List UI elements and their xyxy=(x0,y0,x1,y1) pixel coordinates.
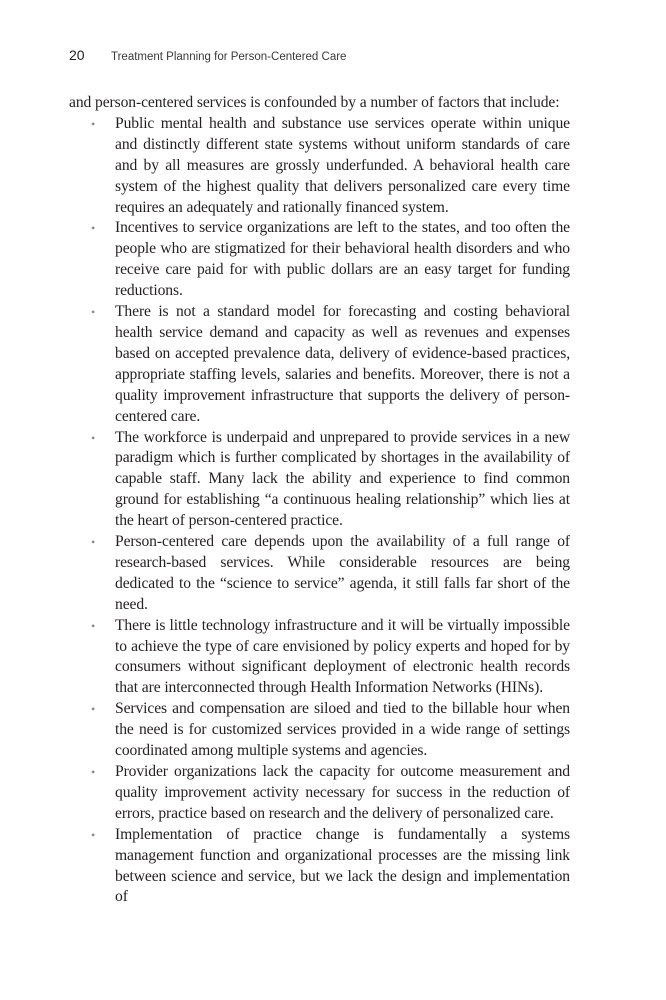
list-item xyxy=(69,532,570,616)
body-text xyxy=(69,93,570,908)
page-number: 20 xyxy=(69,47,85,63)
list-item-text: Public mental health and substance use services operate within unique and distinctly different state systems without uniform standards of care and by all measures are grossly underfunded. A behavioral health care system of the highest quality that delivers personalized care every time requires an adequately and rationally financed system. xyxy=(115,114,570,216)
bullet-icon: • xyxy=(91,535,96,550)
bullet-icon: • xyxy=(91,618,96,633)
list-item xyxy=(69,114,570,219)
list-item xyxy=(69,428,570,533)
list-item xyxy=(69,699,570,762)
bullet-icon: • xyxy=(91,116,96,131)
factor-list xyxy=(69,114,570,908)
list-item-text: Services and compensation are siloed and tied to the billable hour when the need is for customized services provided in a wide range of settings coordinated among multiple systems and agencies. xyxy=(115,700,570,760)
list-item-text: The workforce is underpaid and unprepared to provide services in a new paradigm which is further complicated by shortages in the availability of capable staff. Many lack the ability and experience to find common ground for establishing “a continuous healing relationship” which lies at the heart of person-centered practice. xyxy=(115,428,570,530)
bullet-icon: • xyxy=(91,765,96,779)
list-item-text: There is not a standard model for forecasting and costing behavioral health service demand and capacity as well as revenues and expenses based on accepted prevalence data, delivery of evidence-based practices, appropriate staffing levels, salaries and benefits. Moreover, there is not a quality improvement infrastructure that supports the delivery of person-centered care. xyxy=(115,303,570,425)
running-head xyxy=(69,47,346,67)
list-item xyxy=(69,616,570,700)
bullet-icon: • xyxy=(91,305,96,320)
list-item xyxy=(69,302,570,427)
bullet-icon: • xyxy=(91,827,96,842)
list-item xyxy=(69,825,570,909)
bullet-icon: • xyxy=(91,221,96,236)
list-item-text: Incentives to service organizations are left to the states, and too often the people who are stigmatized for their behavioral health disorders and who receive care paid for with public dollars are an easy target for funding reductions. xyxy=(115,219,570,300)
bullet-icon: • xyxy=(91,702,96,717)
running-title: Treatment Planning for Person-Centered Care xyxy=(111,51,347,63)
list-item-text: Person-centered care depends upon the availability of a full range of research-based services. While considerable resources are being dedicated to the “science to service” agenda, it still falls far short of the need. xyxy=(115,533,570,613)
list-item-text: There is little technology infrastructure and it will be virtually impossible to achieve the type of care envisioned by policy experts and hoped for by consumers without significant deployment of electronic health records that are interconnected through Health Information Networks (HINs). xyxy=(115,616,570,697)
list-item-text: Implementation of practice change is fundamentally a systems management function and organizational processes are the missing link between science and service, but we lack the design and implementation of xyxy=(115,825,570,906)
list-item-text: Provider organizations lack the capacity for outcome measurement and quality improvement activity necessary for success in the reduction of errors, practice based on research and the delivery of personalized care. xyxy=(115,763,570,822)
list-item xyxy=(69,762,570,825)
intro-paragraph: and person-centered services is confounded by a number of factors that include: xyxy=(69,94,560,111)
list-item xyxy=(69,218,570,302)
bullet-icon: • xyxy=(91,430,96,445)
